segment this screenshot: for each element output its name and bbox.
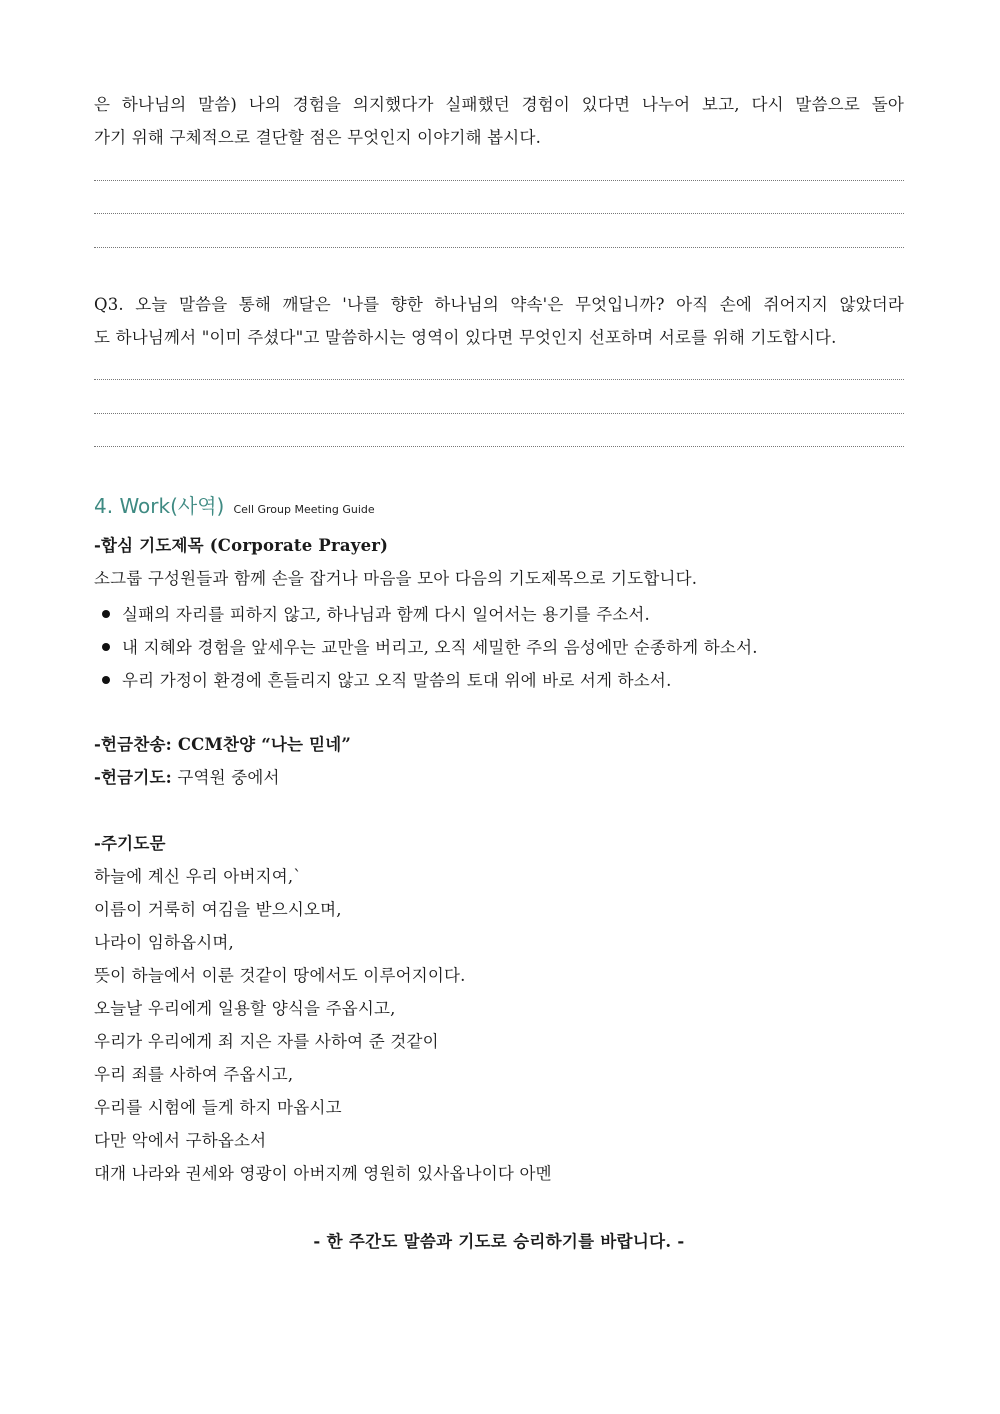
prayer-line: 우리가 우리에게 죄 지은 자를 사하여 준 것같이 — [94, 1032, 439, 1051]
closing-message: - 한 주간도 말씀과 기도로 승리하기를 바랍니다. - — [313, 1232, 685, 1251]
prayer-topic-text: 실패의 자리를 피하지 않고, 하나님과 함께 다시 일어서는 용기를 주소서. — [122, 605, 650, 624]
section-title: 4. Work(사역) — [94, 494, 225, 518]
q2-line-2: 가기 위해 구체적으로 결단할 점은 무엇인지 이야기해 봅시다. — [94, 128, 542, 147]
offering-prayer-label: -헌금기도: — [94, 768, 172, 787]
corporate-prayer-heading: -합심 기도제목 (Corporate Prayer) — [94, 536, 389, 555]
prayer-line: 하늘에 계신 우리 아버지여,` — [94, 867, 302, 886]
section-subtitle: Cell Group Meeting Guide — [233, 503, 375, 516]
bullet-icon — [102, 643, 110, 651]
answer-line[interactable] — [94, 180, 904, 181]
offering-song: -헌금찬송: CCM찬양 “나는 믿네” — [94, 735, 352, 754]
bullet-icon — [102, 610, 110, 618]
prayer-line: 뜻이 하늘에서 이룬 것같이 땅에서도 이루어지이다. — [94, 966, 466, 985]
q3-paragraph — [94, 288, 904, 354]
offering-prayer — [94, 764, 280, 788]
bullet-icon — [102, 676, 110, 684]
answer-line[interactable] — [94, 446, 904, 447]
prayer-line: 오늘날 우리에게 일용할 양식을 주옵시고, — [94, 999, 396, 1018]
prayer-line: 우리 죄를 사하여 주옵시고, — [94, 1065, 294, 1084]
answer-line[interactable] — [94, 413, 904, 414]
answer-line[interactable] — [94, 379, 904, 380]
answer-line[interactable] — [94, 247, 904, 248]
offering-prayer-value: 구역원 중에서 — [177, 768, 280, 787]
q3-line-1: Q3. 오늘 말씀을 통해 깨달은 '나를 향한 하나님의 약속'은 무엇입니까? 아직 손에 쥐어지지 않았더라 — [94, 295, 904, 314]
prayer-line: 우리를 시험에 들게 하지 마옵시고 — [94, 1098, 342, 1117]
q2-line-1: 은 하나님의 말씀) 나의 경험을 의지했다가 실패했던 경험이 있다면 나누어 보고, 다시 말씀으로 돌아 — [94, 95, 904, 114]
list-item — [102, 631, 758, 664]
prayer-line: 나라이 임하옵시며, — [94, 933, 235, 952]
answer-line[interactable] — [94, 213, 904, 214]
prayer-line: 다만 악에서 구하옵소서 — [94, 1131, 267, 1150]
list-item — [102, 664, 758, 697]
q3-line-2: 도 하나님께서 "이미 주셨다"고 말씀하시는 영역이 있다면 무엇인지 선포하며 서로를 위해 기도합시다. — [94, 328, 837, 347]
q2-continued-paragraph — [94, 88, 904, 154]
prayer-line: 이름이 거룩히 여김을 받으시오며, — [94, 900, 342, 919]
prayer-topic-text: 내 지혜와 경험을 앞세우는 교만을 버리고, 오직 세밀한 주의 음성에만 순종하게 하소서. — [122, 638, 758, 657]
lords-prayer-lines — [94, 860, 552, 1190]
section-heading — [94, 490, 375, 519]
prayer-topic-text: 우리 가정이 환경에 흔들리지 않고 오직 말씀의 토대 위에 바로 서게 하소서. — [122, 671, 672, 690]
lords-prayer-heading: -주기도문 — [94, 834, 166, 853]
document-page — [94, 0, 904, 1414]
corporate-prayer-intro: 소그룹 구성원들과 함께 손을 잡거나 마음을 모아 다음의 기도제목으로 기도합니다. — [94, 569, 698, 588]
list-item — [102, 598, 758, 631]
prayer-line: 대개 나라와 권세와 영광이 아버지께 영원히 있사옵나이다 아멘 — [94, 1164, 552, 1183]
prayer-topics-list — [102, 598, 758, 697]
